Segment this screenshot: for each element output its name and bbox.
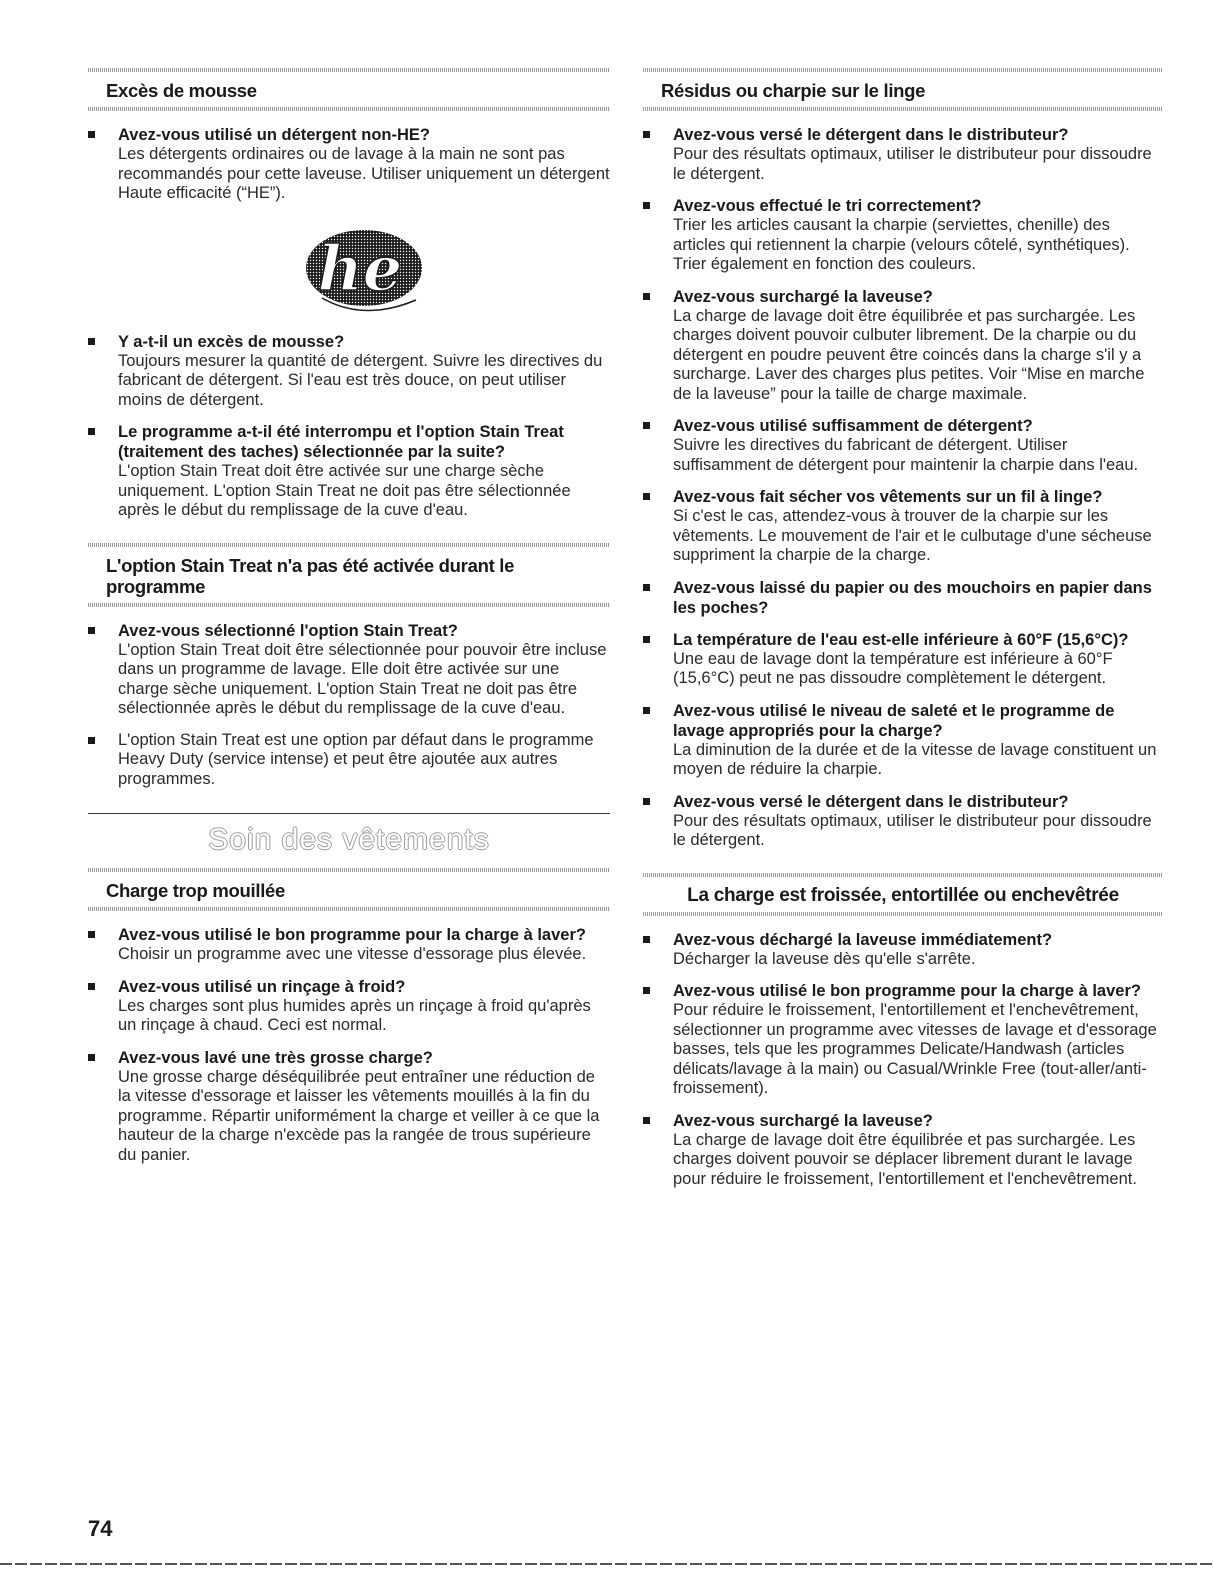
list-item [88, 977, 610, 1036]
section-stain-treat [88, 543, 610, 790]
list-stain-treat [88, 621, 610, 790]
question: Avez-vous surchargé la laveuse? [673, 1111, 933, 1130]
answer: Pour des résultats optimaux, utiliser le distributeur pour dissoudre le détergent. [673, 811, 1152, 849]
list-item [643, 792, 1163, 851]
question: Avez-vous surchargé la laveuse? [673, 287, 933, 306]
list-item [88, 925, 610, 965]
answer: Trier les articles causant la charpie (serviettes, chenille) des articles qui retiennent la charpie (velours côtelé, synthétiques). Trier également en fonction des couleurs. [673, 216, 1130, 273]
answer: La charge de lavage doit être équilibrée et pas surchargée. Les charges doivent pouvoir se déplacer librement durant le lavage pour réduire le froissement, l'entortillement et l'enchevêtrement. [673, 1130, 1137, 1188]
list-residue [643, 125, 1163, 851]
bullet-icon [88, 931, 95, 938]
he-logo-icon [294, 226, 434, 316]
list-excess-suds [88, 125, 610, 521]
question: Avez-vous utilisé le niveau de saleté et le programme de lavage appropriés pour la charge? [673, 701, 1115, 740]
list-item [643, 487, 1163, 566]
answer: Les détergents ordinaires ou de lavage à la main ne sont pas recommandés pour cette laveuse. Utiliser uniquement un détergent Haute efficacité (“HE”). [118, 145, 610, 202]
list-item [643, 1111, 1163, 1190]
question: La température de l'eau est-elle inférieure à 60°F (15,6°C)? [673, 630, 1129, 649]
list-item [643, 578, 1163, 618]
question: Avez-vous utilisé suffisamment de détergent? [673, 417, 1033, 435]
answer: Pour des résultats optimaux, utiliser le distributeur pour dissoudre le détergent. [673, 145, 1152, 183]
question: Avez-vous utilisé un détergent non-HE? [118, 126, 430, 144]
list-item [88, 332, 610, 411]
list-item [643, 930, 1163, 970]
bullet-icon [88, 131, 95, 138]
question: Avez-vous déchargé la laveuse immédiatement? [673, 930, 1053, 949]
answer: Décharger la laveuse dès qu'elle s'arrête. [673, 949, 976, 968]
bullet-icon [643, 987, 650, 994]
section-residue [643, 68, 1163, 851]
question: Y a-t-il un excès de mousse? [118, 332, 345, 351]
list-wet-load [88, 925, 610, 1165]
bullet-icon [88, 627, 95, 634]
answer: La diminution de la durée et de la vitesse de lavage constituent un moyen de réduire la charpie. [673, 740, 1157, 778]
list-item [643, 701, 1163, 780]
heading-excess-suds: Excès de mousse [88, 68, 610, 111]
left-column [88, 68, 610, 1165]
bullet-icon [643, 798, 650, 805]
bullet-icon [88, 428, 95, 435]
question: Avez-vous versé le détergent dans le distributeur? [673, 792, 1069, 811]
bullet-icon [643, 131, 650, 138]
bullet-icon [643, 636, 650, 643]
bullet-icon [643, 1117, 650, 1124]
bullet-icon [643, 493, 650, 500]
bullet-icon [643, 936, 650, 943]
question: Le programme a-t-il été interrompu et l'option Stain Treat (traitement des taches) sélectionnée par la suite? [118, 423, 564, 461]
answer: Suivre les directives du fabricant de détergent. Utiliser suffisamment de détergent pour maintenir la charpie dans l'eau. [673, 436, 1139, 474]
list-item [643, 196, 1163, 275]
answer: La charge de lavage doit être équilibrée et pas surchargée. Les charges doivent pouvoir culbuter librement. De la charpie ou du détergent en poudre peuvent être coincés dans la charge s'il y a surcharge. Laver des charges plus petites. Voir “Mise en marche de la laveuse” pour la taille de charge maximale. [673, 306, 1145, 403]
bottom-divider [0, 1563, 1213, 1565]
heading-residue: Résidus ou charpie sur le linge [643, 68, 1163, 111]
bullet-icon [88, 1054, 95, 1061]
bullet-icon [643, 707, 650, 714]
heading-stain-treat: L'option Stain Treat n'a pas été activée durant le programme [88, 543, 610, 607]
list-item [88, 731, 610, 790]
bullet-icon [643, 202, 650, 209]
bullet-icon [88, 983, 95, 990]
answer: L'option Stain Treat doit être activée sur une charge sèche uniquement. L'option Stain Treat ne doit pas être sélectionnée après le début du remplissage de la cuve d'eau. [118, 462, 571, 519]
question: Avez-vous laissé du papier ou des mouchoirs en papier dans les poches? [673, 578, 1152, 617]
question: Avez-vous utilisé le bon programme pour la charge à laver? [673, 982, 1141, 1000]
list-item [88, 422, 610, 521]
bullet-icon [88, 338, 95, 345]
question: Avez-vous lavé une très grosse charge? [118, 1048, 433, 1067]
bullet-icon [643, 293, 650, 300]
answer: Choisir un programme avec une vitesse d'essorage plus élevée. [118, 945, 587, 963]
list-item [643, 287, 1163, 405]
answer: Les charges sont plus humides après un rinçage à froid qu'après un rinçage à chaud. Ceci est normal. [118, 996, 591, 1034]
question: Avez-vous utilisé un rinçage à froid? [118, 977, 406, 996]
list-wrinkled [643, 930, 1163, 1190]
question: Avez-vous sélectionné l'option Stain Treat? [118, 621, 458, 640]
answer: Une eau de lavage dont la température est inférieure à 60°F (15,6°C) peut ne pas dissoudre complètement le détergent. [673, 649, 1113, 687]
bullet-icon [88, 737, 95, 744]
section-wrinkled [643, 873, 1163, 1190]
answer: Si c'est le cas, attendez-vous à trouver de la charpie sur les vêtements. Le mouvement de l'air et le culbutage d'une sécheuse suppriment la charpie de la charge. [673, 507, 1152, 564]
answer: Une grosse charge déséquilibrée peut entraîner une réduction de la vitesse d'essorage et laisser les vêtements mouillés à la fin du programme. Répartir uniformément la charge et veiller à ce que la hauteur de la charge n'excède pas la rangée de trous supérieure du panier. [118, 1067, 600, 1164]
svg-text:he: he [317, 231, 403, 305]
page-number: 74 [88, 1516, 113, 1541]
heading-wrinkled: La charge est froissée, entortillée ou enchevêtrée [643, 873, 1163, 916]
list-item [88, 1048, 610, 1166]
list-item [643, 981, 1163, 1099]
section-wet-load [88, 868, 610, 1165]
list-item [88, 125, 610, 316]
answer: L'option Stain Treat doit être sélectionnée pour pouvoir être incluse dans un programme de lavage. Elle doit être activée sur une charge sèche uniquement. L'option Stain Treat ne doit pas être sélectionnée après le début du remplissage de la cuve d'eau. [118, 640, 607, 717]
bullet-icon [643, 422, 650, 429]
question: Avez-vous effectué le tri correctement? [673, 197, 982, 215]
right-column [643, 68, 1163, 1189]
bullet-icon [643, 584, 650, 591]
answer: Pour réduire le froissement, l'entortillement et l'enchevêtrement, sélectionner un programme avec vitesses de lavage et d'essorage basses, tels que les programmes Delicate/Handwash (articles délicats/lavage à la main) ou Casual/Wrinkle Free (tout-aller/anti-froissement). [673, 1001, 1157, 1097]
heading-wet-load: Charge trop mouillée [88, 868, 610, 911]
question: Avez-vous versé le détergent dans le distributeur? [673, 126, 1069, 144]
question: Avez-vous fait sécher vos vêtements sur un fil à linge? [673, 488, 1103, 506]
section-excess-suds [88, 68, 610, 521]
list-item [643, 125, 1163, 184]
question: Avez-vous utilisé le bon programme pour la charge à laver? [118, 926, 586, 944]
answer: Toujours mesurer la quantité de détergent. Suivre les directives du fabricant de détergent. Si l'eau est très douce, on peut utiliser moins de détergent. [118, 351, 603, 409]
section-divider [88, 813, 610, 814]
list-item [643, 416, 1163, 475]
list-item [88, 621, 610, 719]
list-item [643, 630, 1163, 689]
note: L'option Stain Treat est une option par défaut dans le programme Heavy Duty (service intense) et peut être ajoutée aux autres programmes. [118, 730, 594, 788]
section-title: Soin des vêtements [208, 823, 490, 856]
